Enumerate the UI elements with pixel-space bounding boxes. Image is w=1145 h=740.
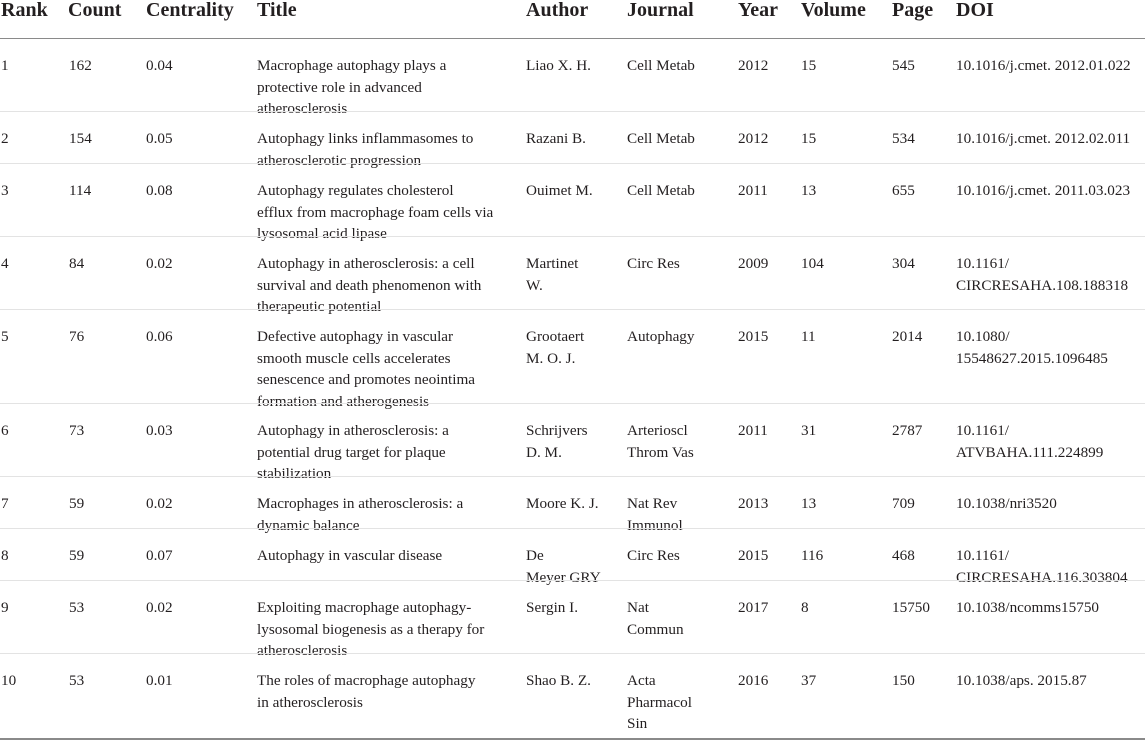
cell-author-line: Sergin I. xyxy=(526,599,579,616)
cell-centrality: 0.04 xyxy=(146,57,173,74)
table-row xyxy=(0,403,1145,482)
cell-page: 534 xyxy=(892,130,915,147)
header-count: Count xyxy=(68,0,122,21)
cell-year: 2009 xyxy=(738,255,769,272)
cell-title xyxy=(257,545,515,567)
cell-journal-line: Pharmacol xyxy=(627,693,692,711)
cell-journal xyxy=(627,180,727,202)
cell-count: 84 xyxy=(69,255,85,272)
cell-title-line: lysosomal biogenesis as a therapy for xyxy=(257,620,485,638)
cell-title-line: protective role in advanced xyxy=(257,78,422,96)
cell-doi-line: 10.1016/j.cmet. 2012.02.011 xyxy=(956,130,1131,147)
cell-count: 114 xyxy=(69,182,92,199)
cell-rank: 5 xyxy=(1,328,9,345)
cell-volume: 37 xyxy=(801,672,817,689)
cell-journal-line: Circ Res xyxy=(627,547,680,564)
cell-year: 2017 xyxy=(738,599,769,616)
cell-centrality: 0.01 xyxy=(146,672,173,689)
cell-year: 2013 xyxy=(738,495,769,512)
cell-journal-line: Commun xyxy=(627,620,684,638)
header-journal: Journal xyxy=(627,0,694,21)
cell-journal-line: Circ Res xyxy=(627,255,680,272)
cell-author-line: M. O. J. xyxy=(526,349,576,367)
table-row xyxy=(0,163,1145,242)
cell-centrality: 0.03 xyxy=(146,422,173,439)
cell-journal xyxy=(627,597,727,640)
cell-year: 2012 xyxy=(738,57,769,74)
cell-title-line: Autophagy links inflammasomes to xyxy=(257,130,474,147)
cell-title-line: Defective autophagy in vascular xyxy=(257,328,454,345)
cell-doi-line: 10.1038/nri3520 xyxy=(956,495,1057,512)
cell-volume: 31 xyxy=(801,422,817,439)
cell-author xyxy=(526,253,618,296)
cell-year: 2011 xyxy=(738,422,768,439)
cell-title-line: Macrophages in atherosclerosis: a xyxy=(257,495,464,512)
cell-title-line: therapeutic potential xyxy=(257,298,382,315)
cell-author xyxy=(526,180,618,202)
cell-journal-line: Immunol xyxy=(627,516,683,534)
cell-doi-line: 10.1161/ xyxy=(956,547,1010,564)
cell-doi xyxy=(956,670,1145,692)
table-row xyxy=(0,39,1145,117)
cell-doi-line: 10.1016/j.cmet. 2012.01.022 xyxy=(956,57,1131,74)
cell-doi-line: ATVBAHA.111.224899 xyxy=(956,443,1104,461)
cell-doi xyxy=(956,55,1145,77)
header-page: Page xyxy=(892,0,934,21)
table-row xyxy=(0,111,1145,169)
cell-journal-line: Acta xyxy=(627,672,656,689)
cell-journal xyxy=(627,420,727,463)
table-body xyxy=(0,39,1145,732)
cell-rank: 2 xyxy=(1,130,9,147)
cell-journal-line: Autophagy xyxy=(627,328,695,345)
cell-author xyxy=(526,597,618,619)
header-year: Year xyxy=(738,0,778,21)
cell-title xyxy=(257,55,515,120)
cell-doi-line: 10.1161/ xyxy=(956,422,1010,439)
cell-volume: 11 xyxy=(801,328,816,345)
cell-volume: 15 xyxy=(801,130,817,147)
cell-author-line: Moore K. J. xyxy=(526,495,599,512)
cell-doi xyxy=(956,597,1145,619)
cell-doi xyxy=(956,326,1145,369)
cell-doi-line: 10.1038/ncomms15750 xyxy=(956,599,1100,616)
table-row xyxy=(0,309,1145,410)
cell-page: 2014 xyxy=(892,328,923,345)
cell-title-line: in atherosclerosis xyxy=(257,693,363,711)
cell-title-line: survival and death phenomenon with xyxy=(257,276,482,294)
cell-year: 2015 xyxy=(738,328,769,345)
cell-rank: 3 xyxy=(1,182,9,199)
cell-volume: 116 xyxy=(801,547,824,564)
cell-centrality: 0.05 xyxy=(146,130,173,147)
cell-doi-line: CIRCRESAHA.116.303804 xyxy=(956,568,1128,586)
cell-rank: 10 xyxy=(1,672,17,689)
cell-title xyxy=(257,326,515,412)
cell-title-line: Autophagy in vascular disease xyxy=(257,547,443,564)
cell-doi xyxy=(956,128,1145,150)
cell-year: 2012 xyxy=(738,130,769,147)
cell-journal-line: Arterioscl xyxy=(627,422,688,439)
header-rank: Rank xyxy=(1,0,48,21)
cell-doi xyxy=(956,253,1145,296)
cell-doi xyxy=(956,493,1145,515)
cell-title-line: smooth muscle cells accelerates xyxy=(257,349,451,367)
cell-rank: 7 xyxy=(1,495,9,512)
cell-doi-line: 15548627.2015.1096485 xyxy=(956,349,1108,367)
cell-centrality: 0.06 xyxy=(146,328,173,345)
cell-volume: 13 xyxy=(801,182,817,199)
header-doi: DOI xyxy=(956,0,994,21)
cell-count: 53 xyxy=(69,672,85,689)
table-header xyxy=(0,0,1145,39)
cell-author-line: W. xyxy=(526,276,543,294)
header-centrality: Centrality xyxy=(146,0,234,21)
cell-count: 154 xyxy=(69,130,92,147)
cell-author xyxy=(526,55,618,77)
cell-count: 73 xyxy=(69,422,85,439)
cell-count: 59 xyxy=(69,495,85,512)
cell-rank: 6 xyxy=(1,422,9,439)
cell-doi xyxy=(956,420,1145,463)
cell-title-line: lysosomal acid lipase xyxy=(257,225,387,242)
cell-title-line: dynamic balance xyxy=(257,516,360,534)
cell-doi xyxy=(956,180,1145,202)
cell-doi-line: 10.1161/ xyxy=(956,255,1010,272)
cell-page: 545 xyxy=(892,57,915,74)
cell-page: 150 xyxy=(892,672,915,689)
cell-title-line: atherosclerosis xyxy=(257,100,348,117)
cell-author-line: D. M. xyxy=(526,443,562,461)
cell-title-line: potential drug target for plaque xyxy=(257,443,446,461)
cell-volume: 8 xyxy=(801,599,809,616)
cell-journal-line: Nat Rev xyxy=(627,495,678,512)
cell-title xyxy=(257,180,515,245)
cell-title xyxy=(257,597,515,662)
cell-author xyxy=(526,420,618,463)
cell-journal xyxy=(627,326,727,348)
cell-author-line: Liao X. H. xyxy=(526,57,591,74)
cell-page: 15750 xyxy=(892,599,930,616)
cell-page: 655 xyxy=(892,182,915,199)
cell-title-line: formation and atherogenesis xyxy=(257,392,430,410)
cell-author-line: De xyxy=(526,547,544,564)
cell-year: 2011 xyxy=(738,182,768,199)
cell-title xyxy=(257,253,515,318)
cell-volume: 15 xyxy=(801,57,817,74)
cell-page: 304 xyxy=(892,255,915,272)
cell-author-line: Schrijvers xyxy=(526,422,588,439)
cell-doi-line: 10.1038/aps. 2015.87 xyxy=(956,672,1087,689)
cell-year: 2016 xyxy=(738,672,769,689)
cell-rank: 1 xyxy=(1,57,9,74)
cell-title-line: senescence and promotes neointima xyxy=(257,371,476,388)
cell-volume: 104 xyxy=(801,255,824,272)
cell-centrality: 0.02 xyxy=(146,599,173,616)
cell-journal-line: Cell Metab xyxy=(627,57,695,74)
cell-journal-line: Nat xyxy=(627,599,649,616)
cell-author xyxy=(526,128,618,150)
table-row xyxy=(0,653,1145,732)
cell-journal-line: Throm Vas xyxy=(627,443,694,461)
cell-title-line: Macrophage autophagy plays a xyxy=(257,57,447,74)
cell-page: 2787 xyxy=(892,422,923,439)
cell-title-line: atherosclerotic progression xyxy=(257,151,422,169)
cell-centrality: 0.08 xyxy=(146,182,173,199)
cell-journal xyxy=(627,545,727,567)
cell-journal xyxy=(627,670,727,735)
cell-doi-line: CIRCRESAHA.108.188318 xyxy=(956,276,1129,294)
cell-count: 76 xyxy=(69,328,85,345)
cell-year: 2015 xyxy=(738,547,769,564)
cell-journal-line: Cell Metab xyxy=(627,130,695,147)
cell-doi-line: 10.1016/j.cmet. 2011.03.023 xyxy=(956,182,1131,199)
cell-author-line: Ouimet M. xyxy=(526,182,593,199)
cell-title-line: Autophagy in atherosclerosis: a cell xyxy=(257,255,475,272)
cell-author-line: Shao B. Z. xyxy=(526,672,591,689)
cell-title xyxy=(257,420,515,485)
cell-journal xyxy=(627,253,727,275)
header-volume: Volume xyxy=(801,0,866,21)
cell-centrality: 0.02 xyxy=(146,495,173,512)
table-row xyxy=(0,580,1145,659)
cell-doi-line: 10.1080/ xyxy=(956,328,1010,345)
cell-centrality: 0.02 xyxy=(146,255,173,272)
cell-journal-line: Sin xyxy=(627,715,648,732)
cell-centrality: 0.07 xyxy=(146,547,173,564)
cell-title xyxy=(257,670,515,713)
cell-title-line: Exploiting macrophage autophagy- xyxy=(257,599,472,616)
cell-author-line: Razani B. xyxy=(526,130,586,147)
cell-count: 53 xyxy=(69,599,85,616)
cell-count: 162 xyxy=(69,57,92,74)
cell-title-line: Autophagy regulates cholesterol xyxy=(257,182,454,199)
cell-rank: 4 xyxy=(1,255,9,272)
cell-count: 59 xyxy=(69,547,85,564)
cell-rank: 8 xyxy=(1,547,9,564)
cell-rank: 9 xyxy=(1,599,9,616)
bottom-rule xyxy=(0,738,1145,740)
cell-title-line: Autophagy in atherosclerosis: a xyxy=(257,422,449,439)
cell-page: 468 xyxy=(892,547,915,564)
cell-author-line: Meyer GRY xyxy=(526,568,601,586)
table-row xyxy=(0,528,1145,586)
cell-journal xyxy=(627,128,727,150)
table-row xyxy=(0,476,1145,534)
cell-volume: 13 xyxy=(801,495,817,512)
cell-journal-line: Cell Metab xyxy=(627,182,695,199)
cell-title-line: The roles of macrophage autophagy xyxy=(257,672,476,689)
cell-page: 709 xyxy=(892,495,915,512)
cell-author xyxy=(526,670,618,692)
cell-author-line: Martinet xyxy=(526,255,579,272)
cell-author-line: Grootaert xyxy=(526,328,585,345)
cell-author xyxy=(526,326,618,369)
cell-title-line: efflux from macrophage foam cells via xyxy=(257,203,494,221)
header-author: Author xyxy=(526,0,589,21)
header-title: Title xyxy=(257,0,297,21)
cell-title-line: atherosclerosis xyxy=(257,642,348,659)
cell-journal xyxy=(627,55,727,77)
cell-author xyxy=(526,493,618,515)
table-row xyxy=(0,236,1145,315)
cell-title-line: stabilization xyxy=(257,465,332,482)
